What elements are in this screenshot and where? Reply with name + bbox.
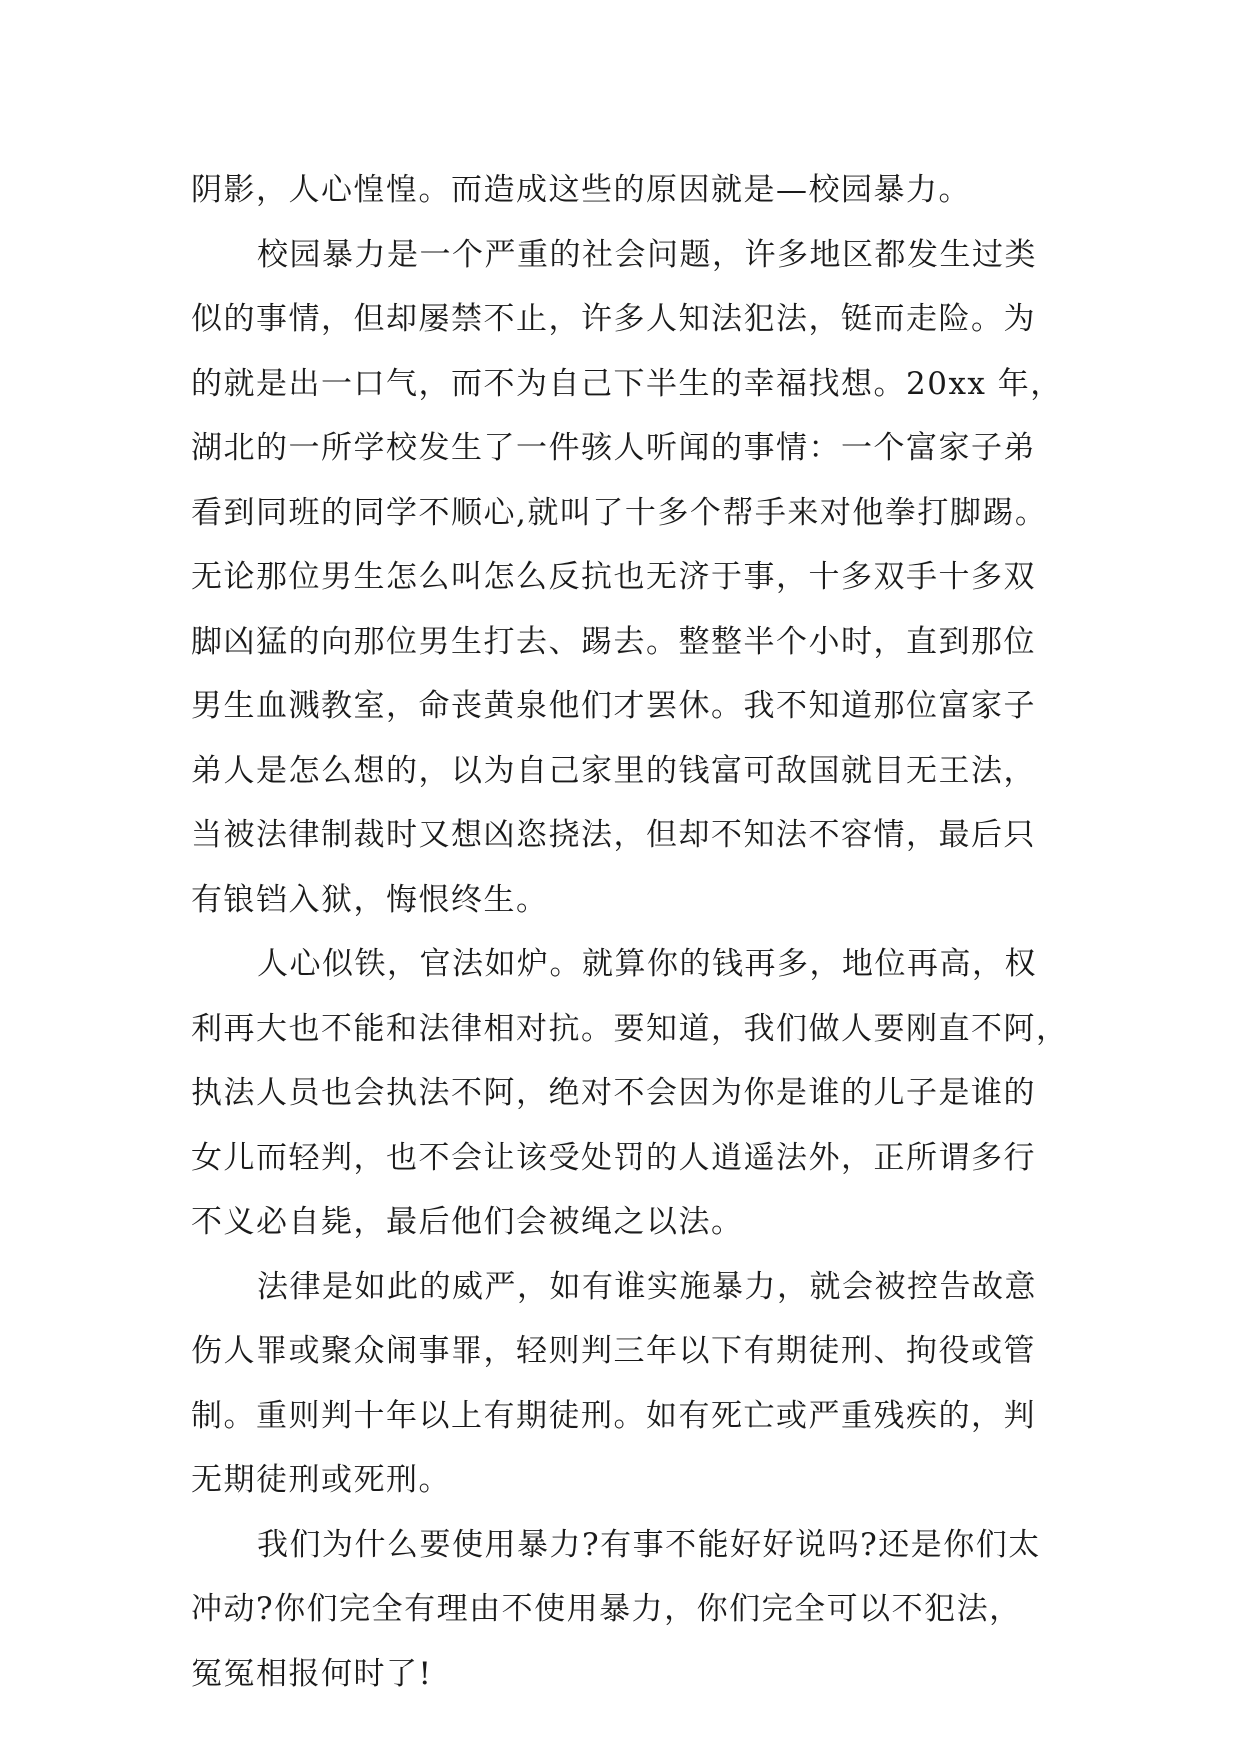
text-line: 我们为什么要使用暴力?有事不能好好说吗?还是你们太 <box>257 1526 1041 1563</box>
text-line: 湖北的一所学校发生了一件骇人听闻的事情：一个富家子弟 <box>191 430 1036 466</box>
document-body <box>191 158 1069 1706</box>
text-line: 利再大也不能和法律相对抗。要知道，我们做人要刚直不阿， <box>191 1010 1069 1047</box>
text-line: 阴影，人心惶惶。而造成这些的原因就是—校园暴力。 <box>191 172 971 208</box>
text-line: 执法人员也会执法不阿，绝对不会因为你是谁的儿子是谁的 <box>191 1075 1036 1111</box>
text-line: 有锒铛入狱，悔恨终生。 <box>191 881 549 918</box>
text-line: 伤人罪或聚众闹事罪，轻则判三年以下有期徒刑、拘役或管 <box>191 1333 1036 1369</box>
paragraph-4 <box>191 1255 1051 1513</box>
text-line: 校园暴力是一个严重的社会问题，许多地区都发生过类 <box>257 236 1037 273</box>
paragraph-2 <box>191 223 1063 933</box>
paragraph-1 <box>191 158 1051 223</box>
paragraph-5 <box>191 1513 1051 1707</box>
text-line: 脚凶猛的向那位男生打去、踢去。整整半个小时，直到那位 <box>191 623 1036 660</box>
text-line: 女儿而轻判，也不会让该受处罚的人逍遥法外，正所谓多行 <box>191 1139 1036 1176</box>
text-line: 男生血溅教室，命丧黄泉他们才罢休。我不知道那位富家子 <box>191 688 1036 724</box>
text-line: 冲动?你们完全有理由不使用暴力，你们完全可以不犯法， <box>191 1591 1022 1627</box>
text-line: 制。重则判十年以上有期徒刑。如有死亡或严重残疾的，判 <box>191 1397 1036 1434</box>
text-line: 冤冤相报何时了! <box>191 1655 433 1692</box>
text-line: 法律是如此的威严，如有谁实施暴力，就会被控告故意 <box>257 1268 1037 1305</box>
text-line: 人心似铁，官法如炉。就算你的钱再多，地位再高，权 <box>257 946 1037 982</box>
text-line: 不义必自毙，最后他们会被绳之以法。 <box>191 1204 744 1240</box>
text-line: 无期徒刑或死刑。 <box>191 1462 451 1498</box>
paragraph-3 <box>191 932 1069 1255</box>
text-line: 看到同班的同学不顺心,就叫了十多个帮手来对他拳打脚踢。 <box>191 494 1048 531</box>
text-line: 无论那位男生怎么叫怎么反抗也无济于事，十多双手十多双 <box>191 559 1036 595</box>
text-line: 弟人是怎么想的，以为自己家里的钱富可敌国就目无王法， <box>191 752 1036 789</box>
text-line: 似的事情，但却屡禁不止，许多人知法犯法，铤而走险。为 <box>191 301 1036 337</box>
text-line: 当被法律制裁时又想凶恣挠法，但却不知法不容情，最后只 <box>191 817 1036 853</box>
text-line: 的就是出一口气，而不为自己下半生的幸福找想。20xx 年， <box>191 365 1063 402</box>
